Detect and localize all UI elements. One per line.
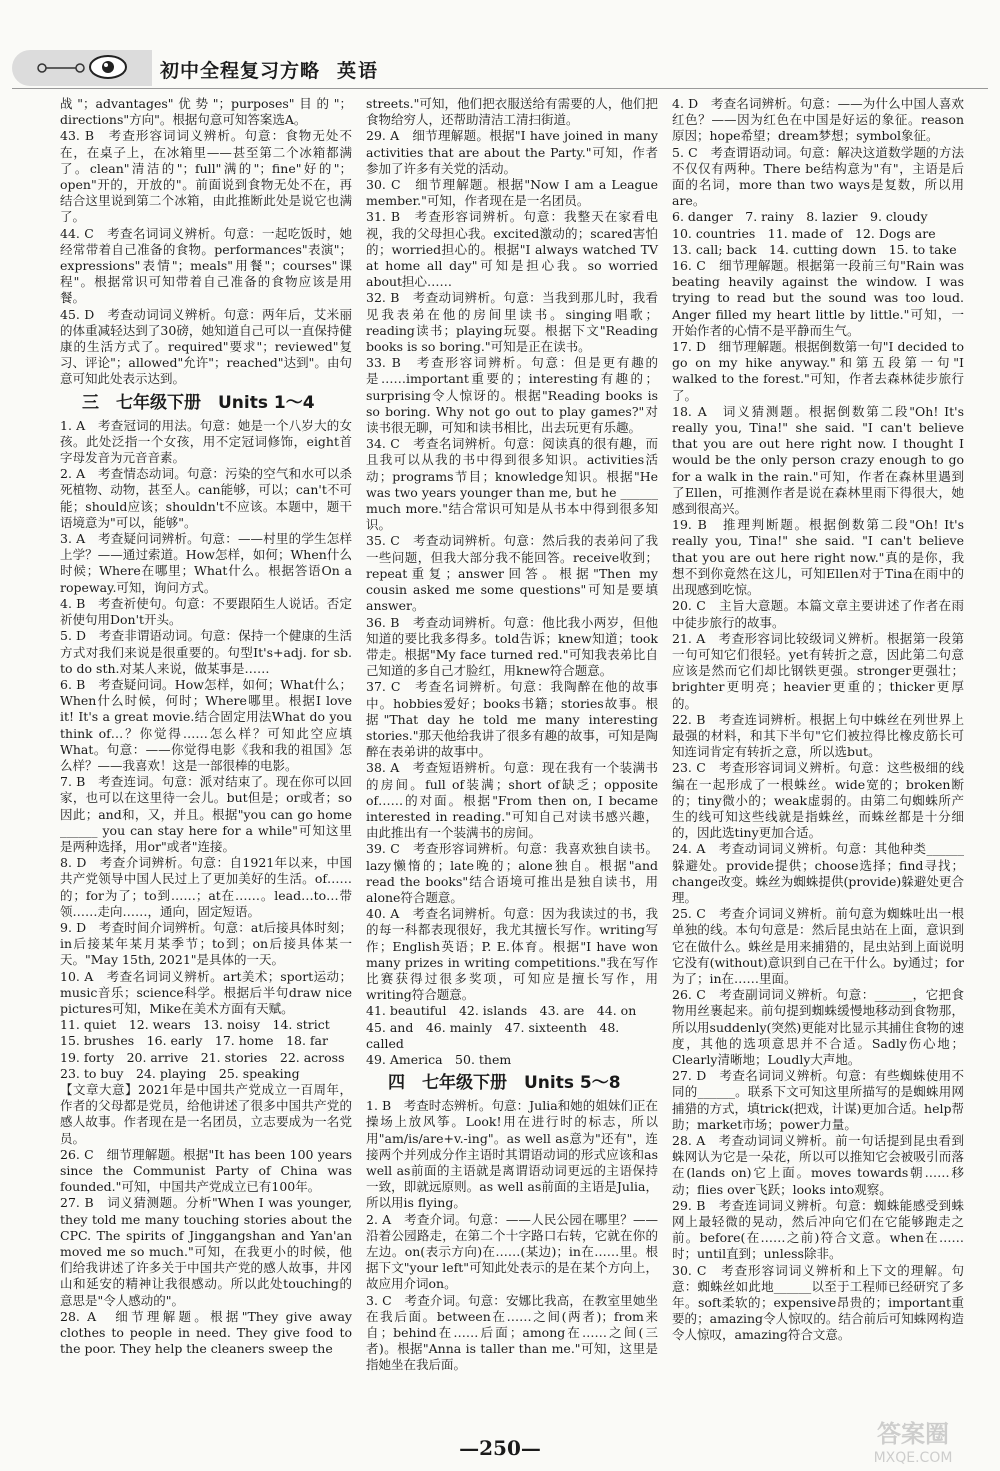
subject-label: 英语	[337, 60, 380, 82]
answer-list-line: 15. brushes 16. early 17. home 18. far	[60, 1033, 328, 1049]
answer-list-line: 49. America 50. them	[366, 1051, 512, 1067]
answer-list-line: 13. call; back 14. cutting down 15. to take	[672, 241, 957, 257]
answer-paragraph: 38. A 考查短语辨析。句意：现在我有一个装满书的房间。full of装满；short of缺乏；opposite of……的对面。根据"From then on, I became interested in reading."可知自己对读书感兴趣，由此推出有一个装满书的房间。	[366, 760, 658, 841]
answer-paragraph: 34. C 考查名词辨析。句意：阅读真的很有趣，而且我可以从我的书中得到很多知识。activities活动；programs节目；knowledge知识。根据"He was two years younger than me, but he ______ much more."结合常识可知是从书本中得到很多知识。	[366, 436, 658, 533]
answer-list-line: 23. to buy 24. playing 25. speaking	[60, 1065, 300, 1081]
answer-paragraph: 2. A 考查情态动词。句意：污染的空气和水可以杀死植物、动物，甚至人。can能够，可以；can't不可能；should应该；shouldn't不应该。本题中，题干语境意为"可以，能够"。	[60, 466, 352, 530]
column-right	[672, 96, 964, 1344]
answer-paragraph: 35. C 考查动词辨析。句意：然后我的表弟问了我一些问题，但我大部分我不能回答。receive收到；repeat重复；answer回答。根据"Then my cousin asked me some questions"可知是要填answer。	[366, 533, 658, 614]
column-left	[60, 96, 352, 1357]
answer-paragraph: 28. A 考查动词词义辨析。前一句话提到昆虫看到蛛网认为它是一朵花，所以可以推知它会被吸引而落在(lands on)它上面。moves towards朝……移动；flies over飞跃；looks into观察。	[672, 1133, 964, 1197]
answer-paragraph: 16. C 细节理解题。根据第一段前三句"Rain was beating heavily against the window. I was trying to read but the sound was too loud. Anger filled my heart little by little."可知，一开始作者的心情不是平静而生气。	[672, 258, 964, 338]
answer-paragraph: 29. B 考查连词词义辨析。句意：蜘蛛能感受到蛛网上最轻微的晃动，然后冲向它们在它能够跑走之前。before(在……之前)符合文意。when在……时；until直到；unless除非。	[672, 1197, 964, 1262]
book-title: 初中全程复习方略	[160, 60, 321, 82]
answer-list-line: 6. danger 7. rainy 8. lazier 9. cloudy	[672, 209, 928, 225]
answer-paragraph: 45. D 考查动词词义辨析。句意：两年后，艾米丽的体重减轻达到了30磅，她知道自己可以一直保持健康的生活方式了。required"要求"；reviewed"复习、评论"；allowed"允许"；reached"达到"。由句意可知此处表示达到。	[60, 306, 352, 387]
answer-paragraph: 27. D 考查名词词义辨析。句意：有些蜘蛛使用不同的______。联系下文可知这里所描写的是蜘蛛用网捕猎的方式，填trick(把戏，计谋)更加合适。help帮助；market市场；power力量。	[672, 1068, 964, 1132]
answer-paragraph: 24. A 考查动词词义辨析。句意：其他种类______躲避处。provide提供；choose选择；find寻找；change改变。蛛丝为蜘蛛提供(provide)躲避处更合理。	[672, 841, 964, 905]
answer-paragraph: 37. C 考查名词辨析。句意：我陶醉在他的故事中。hobbies爱好；books书籍；stories故事。根据"That day he told me many interesting stories."那天他给我讲了很多有趣的故事，可知是陶醉在表弟讲的故事中。	[366, 679, 658, 760]
answer-paragraph: 2. A 考查介词。句意：——人民公园在哪里？——沿着公园路走，在第二个十字路口右转，它就在你的左边。on(表示方向)在……(某边)；in在……里。根据下文"your left"可知此处表示的是在某个方向上，故应用介词on。	[366, 1211, 658, 1292]
header-rule	[12, 88, 988, 89]
answer-list-line: 11. quiet 12. wears 13. noisy 14. strict	[60, 1017, 330, 1033]
answer-list-line: 45. and 46. mainly 47. sixteenth 48. called	[366, 1019, 620, 1051]
connector-icon	[36, 62, 86, 74]
answer-paragraph: 9. D 考查时间介词辨析。句意：at后接具体时刻；in后接某年某月某季节；to到；on后接具体某一天。"May 15th, 2021"是具体的一天。	[60, 919, 352, 968]
svg-text:MXQE.COM: MXQE.COM	[873, 1450, 953, 1466]
answer-list-line: 19. forty 20. arrive 21. stories 22. across	[60, 1049, 345, 1065]
answer-paragraph: 30. C 考查形容词词义辨析和上下文的理解。句意：蜘蛛丝如此地______以至于工程师已经研究了多年。soft柔软的；expensive昂贵的；important重要的；amazing令人惊叹的。结合前后可知蛛网构造令人惊叹，amazing符合文意。	[672, 1262, 964, 1343]
answer-paragraph: 3. C 考查介词。句意：安娜比我高，在教室里她坐在我后面。between在……之间(两者)；from来自；behind在……后面；among在……之间(三者)。根据"Anna is taller than me."可知，这里是指她坐在我后面。	[366, 1292, 658, 1373]
answer-paragraph: 8. D 考查介词辨析。句意：自1921年以来，中国共产党领导中国人民过上了更加美好的生活。of……的；for为了；to到……；at在……。lead…to…带领……走向……，通向，固定短语。	[60, 855, 352, 919]
answer-paragraph: 32. B 考查动词辨析。句意：当我到那儿时，我看见我表弟在他的房间里读书。singing唱歌；reading读书；playing玩耍。根据下文"Reading books is so boring."可知是正在读书。	[366, 290, 658, 355]
page-number: —250—	[459, 1436, 541, 1460]
answer-paragraph: 3. A 考查疑问词辨析。句意：——村里的学生怎样上学？——通过索道。How怎样，如何；When什么时候；Where在哪里；What什么。根据答语On a ropeway.可知，询问方式。	[60, 531, 352, 595]
answer-paragraph: 4. D 考查名词辨析。句意：——为什么中国人喜欢红色？——因为红色在中国是好运的象征。reason原因；hope希望；dream梦想；symbol象征。	[672, 96, 964, 144]
answer-list-line: 10. countries 11. made of 12. Dogs are	[672, 225, 936, 241]
section-heading: 四 七年级下册 Units 5～8	[388, 1073, 621, 1094]
answer-paragraph: 27. B 词义猜测题。分析"When I was younger, they told me many touching stories about the CPC. The spirits of Jinggangshan and Yan'an moved me so much."可知，在我更小的时候，他们给我讲述了许多关于中国共产党的感人故事，井冈山和延安的精神让我很感动。所以此处touching的意思是"令人感动的"。	[60, 1195, 352, 1308]
answer-list-line: 41. beautiful 42. islands 43. are 44. on	[366, 1003, 637, 1019]
answer-paragraph: 5. C 考查谓语动词。句意：解决这道数学题的方法不仅仅有两种。There be结构意为"有"，主语是后面的名词，more than two ways是复数，所以用are。	[672, 144, 964, 209]
answer-paragraph: 29. A 细节理解题。根据"I have joined in many activities that are about the Party."可知，作者参加了许多有关党的活动。	[366, 128, 658, 176]
svg-text:答案圈: 答案圈	[877, 1420, 949, 1448]
page-header	[0, 0, 1000, 88]
column-middle	[366, 96, 658, 1374]
answer-paragraph: 战"；advantages"优势"；purposes"目的"；directions"方向"。根据句意可知答案选A。	[60, 96, 352, 128]
answer-paragraph: 1. B 考查时态辨析。句意：Julia和她的姐妹们正在操场上放风筝。Look!用在进行时的标志，所以用"am/is/are+v.-ing"。as well as意为"还有"，连接两个并列成分作主语时其谓语动词的形式应该和as well as前面的主语就是离谓语动词更远的主语保持一致，即就远原则。as well as前面的主语是Julia，所以用is flying。	[366, 1098, 658, 1211]
answer-paragraph: 23. C 考查形容词词义辨析。句意：这些极细的线编在一起形成了一根蛛丝。wide宽的；broken断的；tiny微小的；weak虚弱的。由第二句蜘蛛所产生的线可知这些线就是指蛛丝，而蛛丝都是十分细的，因此选tiny更加合适。	[672, 760, 964, 841]
answer-paragraph: 21. A 考查形容词比较级词义辨析。根据第一段第一句可知它们很轻。yet有转折之意，因此第二句意应该是然而它们却比钢铁更强。stronger更强壮；brighter更明亮；heavier更重的；thicker更厚的。	[672, 630, 964, 711]
answer-paragraph: 6. B 考查疑问词。How怎样，如何；What什么；When什么时候，何时；Where哪里。根据I love it! It's a great movie.结合固定用法What do you think of…？你觉得……怎么样？可知此空应填What。句意：——你觉得电影《我和我的祖国》怎么样？——我喜欢！这是一部很棒的电影。	[60, 676, 352, 773]
answer-paragraph: 19. B 推理判断题。根据倒数第二段"Oh! It's really you, Tina!" she said. "I can't believe that you are out here right now."真的是你，我想不到你竟然在这儿，可知Ellen对于Tina在雨中的出现感到吃惊。	[672, 517, 964, 598]
answer-paragraph: 43. B 考查形容词词义辨析。句意：食物无处不在，在桌子上，在冰箱里——甚至第二个冰箱都满了。clean"清洁的"；full"满的"；fine"好的"；open"开的，开放的"。前面说到食物无处不在，再结合这里说到第二个冰箱，由此推断此处是说它也满了。	[60, 128, 352, 225]
answer-paragraph: 20. C 主旨大意题。本篇文章主要讲述了作者在雨中徒步旅行的故事。	[672, 598, 964, 630]
answer-paragraph: 【文章大意】2021年是中国共产党成立一百周年，作者的父母都是党员，给他讲述了很多中国共产党的感人故事。作者现在是一名团员，立志要成为一名党员。	[60, 1081, 352, 1146]
answer-paragraph: 26. C 细节理解题。根据"It has been 100 years since the Communist Party of China was founded."可知，中国共产党成立已有100年。	[60, 1146, 352, 1195]
section-heading: 三 七年级下册 Units 1～4	[82, 392, 315, 413]
eye-logo-icon	[88, 54, 128, 80]
watermark-logo	[838, 1412, 988, 1468]
answer-paragraph: 22. B 考查连词辨析。根据上句中蛛丝在列世界上最强的材料，和其下半句"它们被拉得比橡皮筋长可知连词肯定有转折之意，所以选but。	[672, 711, 964, 760]
answer-paragraph: 7. B 考查连词。句意：派对结束了。现在你可以回家，也可以在这里待一会儿。but但是；or或者；so因此；and和，又，并且。根据"you can go home ______ you can stay here for a while"可知这里是两种选择，用or"或者"连接。	[60, 774, 352, 854]
answer-paragraph: 30. C 细节理解题。根据"Now I am a League member."可知，作者现在是一名团员。	[366, 177, 658, 209]
answer-paragraph: 5. D 考查非谓语动词。句意：保持一个健康的生活方式对我们来说是很重要的。句型It's+adj. for sb. to do sth.对某人来说，做某事是……	[60, 628, 352, 676]
answer-paragraph: 36. B 考查动词辨析。句意：他比我小两岁，但他知道的要比我多得多。told告诉；knew知道；took带走。根据"My face turned red."可知我表弟比自己知道的多自己才脸红，用knew符合题意。	[366, 614, 658, 679]
answer-paragraph: 10. A 考查名词词义辨析。art美术；sport运动；music音乐；science科学。根据后半句draw nice pictures可知，Mike在美术方面有天赋。	[60, 968, 352, 1016]
answer-paragraph: 44. C 考查名词词义辨析。句意：一起吃饭时，她经常带着自己准备的食物。performances"表演"；expressions"表情"；meals"用餐"；courses"课程"。根据常识可知带着自己准备的食物应该是用餐。	[60, 225, 352, 306]
answer-paragraph: 25. C 考查介词词义辨析。前句意为蜘蛛吐出一根单独的线。本句句意是：然后昆虫站在上面，意识到它在做什么。蛛丝是用来捕猎的，昆虫站到上面说明它没有(without)意识到自己在干什么。by通过；for为了；in在……里面。	[672, 906, 964, 986]
answer-paragraph: 26. C 考查副词词义辨析。句意：______，它把食物用丝裹起来。前句提到蜘蛛缓慢地移动到食物那，所以用suddenly(突然)更能对比显示其捕住食物的速度，其他的选项意思并不合适。Sadly伤心地；Clearly清晰地；Loudly大声地。	[672, 987, 964, 1067]
answer-paragraph: 28. A 细节理解题。根据"They give away clothes to people in need. They give food to the poor. They help the cleaners sweep the	[60, 1308, 352, 1357]
answer-paragraph: 18. A 词义猜测题。根据倒数第二段"Oh! It's really you, Tina!" she said. "I can't believe that you are out here right now. I thought I would be the only person crazy enough to go for a walk in the rain."可知，作者在森林里遇到了Ellen，可推测作者是说在森林里雨下得很大，她感到很高兴。	[672, 403, 964, 517]
answer-paragraph: 31. B 考查形容词辨析。句意：我整天在家看电视，我的父母担心我。excited激动的；scared害怕的；worried担心的。根据"I always watched TV at home all day"可知是担心我。so worried about担心……	[366, 209, 658, 290]
answer-paragraph: 4. B 考查祈使句。句意：不要跟陌生人说话。否定祈使句用Don't开头。	[60, 595, 352, 628]
answer-paragraph: 40. A 考查名词辨析。句意：因为我读过的书，我的每一科都表现很好，我尤其擅长写作。writing写作；English英语；P. E.体育。根据"I have won many prizes in writing competitions."我在写作比赛获得过很多奖项，可知应是擅长写作，用writing符合题意。	[366, 906, 658, 1003]
answer-paragraph: 33. B 考查形容词辨析。句意：但是更有趣的是……important重要的；interesting有趣的；surprising令人惊讶的。根据"Reading books is so boring. Why not go out to play games?"对读书很无聊，可知和读书相比，出去玩更有乐趣。	[366, 355, 658, 436]
answer-paragraph: 1. A 考查冠词的用法。句意：她是一个八岁大的女孩。此处泛指一个女孩，用不定冠词修饰，eight首字母发音为元音音素。	[60, 417, 352, 466]
answer-paragraph: 17. D 细节理解题。根据倒数第一句"I decided to go on my hike anyway."和第五段第一句"I walked to the forest."可知，作者去森林徒步旅行了。	[672, 339, 964, 403]
answer-paragraph: streets."可知，他们把衣服送给有需要的人，他们把食物给穷人，还帮助清洁工清扫街道。	[366, 96, 658, 128]
answer-paragraph: 39. C 考查形容词辨析。句意：我喜欢独自读书。lazy懒惰的；late晚的；alone独自。根据"and read the books"结合语境可推出是独自读书，用alone符合题意。	[366, 841, 658, 905]
